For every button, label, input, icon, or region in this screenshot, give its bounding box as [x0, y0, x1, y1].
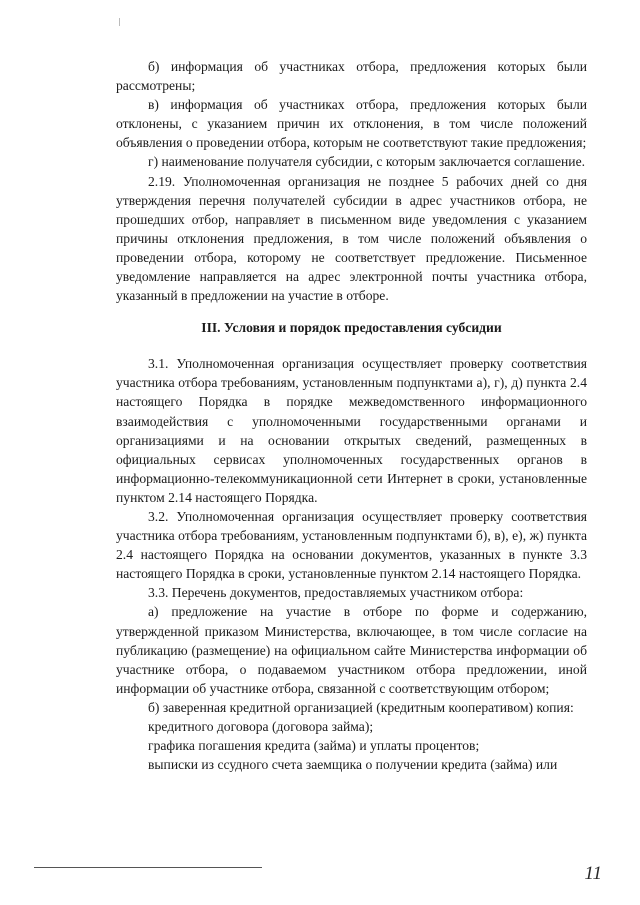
paragraph-3-1: 3.1. Уполномоченная организация осуществляет проверку соответствия участника отбора требованиям, установленным подпунктами а), г), д) пункта 2.4 настоящего Порядка в порядке межведомственного информационного взаимодействия с уполномоченными государственными органами и организациями и на основании открытых сведений, размещенных в официальных сервисах уполномоченных государственных органов в информационно-телекоммуникационной сети Интернет в сроки, установленные пунктом 2.14 настоящего Порядка.	[116, 356, 587, 505]
list-item-loan-statement: выписки из ссудного счета заемщика о получении кредита (займа) или	[148, 757, 558, 773]
paragraph-3-3: 3.3. Перечень документов, предоставляемых участником отбора:	[148, 585, 524, 601]
paragraph-3-3-b: б) заверенная кредитной организацией (кредитным кооперативом) копия:	[148, 699, 574, 715]
footer-rule	[34, 867, 262, 868]
document-body	[116, 57, 587, 774]
paragraph-2-19: 2.19. Уполномоченная организация не позднее 5 рабочих дней со дня утверждения перечня получателей субсидии в адрес участников отбора, не прошедших отбор, направляет в письменном виде уведомления с указанием причины отклонения предложения, в том числе положений объявления о проведении отбора, которому не соответствует предложение. Письменное уведомление направляется на адрес электронной почты участника отбора, указанный в предложении на участие в отборе.	[116, 173, 587, 304]
paragraph-3-2: 3.2. Уполномоченная организация осуществляет проверку соответствия участника отбора требованиям, установленным подпунктами б), в), е), ж) пункта 2.4 настоящего Порядка на основании документов, указанных в пункте 3.3 настоящего Порядка в сроки, установленные пунктом 2.14 настоящего Порядка.	[116, 508, 587, 582]
scan-artifact	[119, 18, 120, 26]
list-item-credit-agreement: кредитного договора (договора займа);	[148, 719, 374, 734]
page-number: 11	[584, 863, 602, 884]
paragraph-g-recipient: г) наименование получателя субсидии, с которым заключается соглашение.	[148, 154, 585, 170]
paragraph-3-3-a: а) предложение на участие в отборе по форме и содержанию, утвержденной приказом Министерства, включающее, в том числе согласие на публикацию (размещение) на официальном сайте Министерства информации об участнике отбора, о подаваемом участником отбора предложении, иной информации об участнике отбора, связанной с соответствующим отбором;	[116, 604, 587, 696]
paragraph-b-considered: б) информация об участниках отбора, предложения которых были рассмотрены;	[116, 59, 587, 94]
paragraph-v-rejected: в) информация об участниках отбора, предложения которых были отклонены, с указанием причин их отклонения, в том числе положений объявления о проведении отбора, которым не соответствуют такие предложения;	[116, 97, 587, 151]
section-heading: III. Условия и порядок предоставления субсидии	[201, 320, 502, 336]
list-item-repayment-schedule: графика погашения кредита (займа) и уплаты процентов;	[148, 738, 480, 754]
